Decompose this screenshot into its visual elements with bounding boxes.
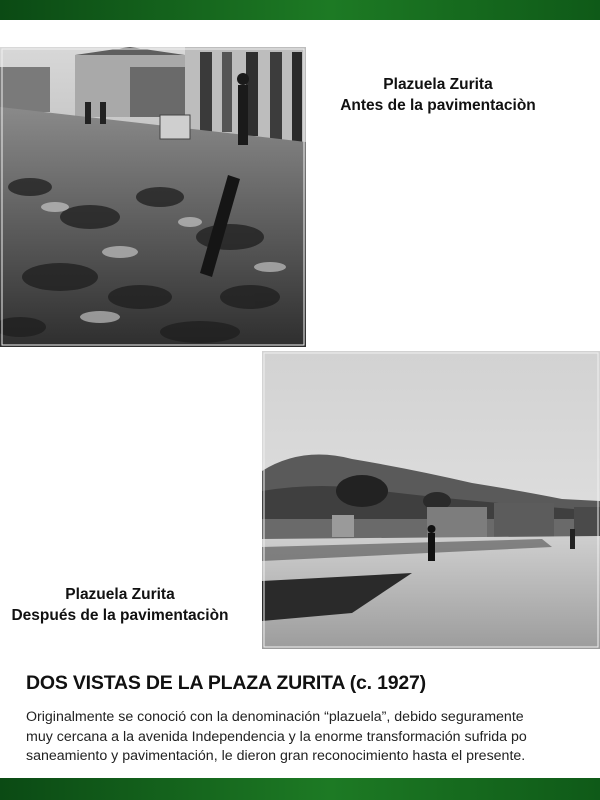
caption-before-paving [318, 74, 558, 116]
article-body-line: saneamiento y pavimentación, le dieron gran reconocimiento hasta el presente. [26, 748, 526, 764]
top-green-band [0, 0, 600, 20]
article-heading: DOS VISTAS DE LA PLAZA ZURITA (c. 1927) [26, 672, 426, 694]
caption-after-paving [0, 584, 270, 626]
caption-after-title: Plazuela Zurita [65, 586, 175, 603]
caption-before-title: Plazuela Zurita [383, 76, 493, 93]
caption-before-subtitle: Antes de la pavimentaciòn [340, 97, 536, 114]
article-body-line: muy cercana a la avenida Independencia y la enorme transformación sufrida po [26, 728, 527, 745]
caption-after-subtitle: Después de la pavimentaciòn [11, 607, 229, 624]
photo-after-paving [262, 351, 600, 649]
article-body-line: Originalmente se conoció con la denominación “plazuela”, debido seguramente [26, 709, 524, 725]
article-body [26, 708, 600, 767]
bottom-green-band [0, 778, 600, 800]
photo-before-paving [0, 47, 306, 347]
